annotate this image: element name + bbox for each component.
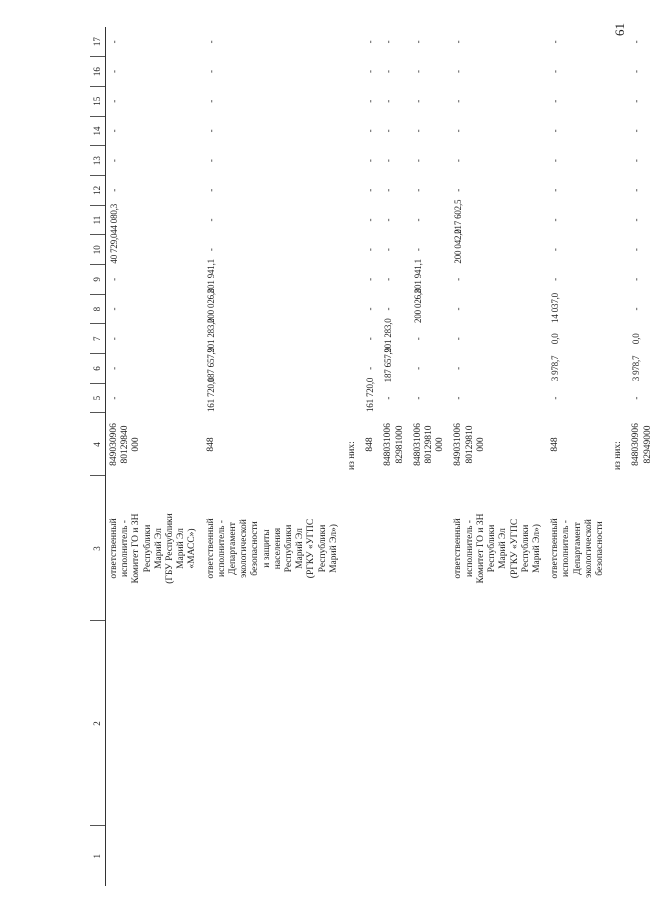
amount-cell	[610, 146, 628, 176]
budget-table	[90, 27, 658, 886]
cell-col-1	[547, 826, 610, 886]
amount-cell: -	[383, 70, 394, 73]
amount-cell	[344, 294, 362, 324]
amount-cell: -	[109, 70, 119, 73]
cell-col-1	[362, 826, 380, 886]
amount-cell: -	[550, 218, 561, 222]
amount-cell: -	[631, 396, 642, 400]
amount-cell: -	[109, 40, 119, 44]
amount-cell: -	[631, 218, 642, 222]
amount-cell: -	[205, 218, 216, 222]
amount-cell: -	[412, 188, 423, 192]
amount-cell: -	[383, 99, 394, 103]
amount-cell: -	[365, 159, 376, 163]
amount-cell	[610, 294, 628, 324]
amount-cell: 201 283,0	[383, 318, 394, 353]
amount-cell: 200 026,8	[412, 288, 423, 323]
amount-cell: -	[550, 278, 561, 281]
amount-cell: 0,0	[550, 333, 561, 345]
amount-cell: -	[365, 218, 376, 222]
amount-cell: -	[412, 99, 423, 103]
amount-cell: -	[365, 188, 376, 192]
amount-cell: -	[109, 99, 119, 103]
amount-cell: -	[631, 129, 642, 133]
amount-cell: -	[631, 70, 642, 73]
page-number: 61	[612, 23, 627, 36]
amount-cell: -	[453, 396, 464, 400]
amount-cell: -	[631, 248, 642, 252]
amount-cell: -	[453, 40, 464, 44]
amount-cell: -	[383, 218, 394, 222]
amount-cell: -	[453, 99, 464, 103]
amount-cell: -	[205, 70, 216, 73]
amount-cell: -	[365, 99, 376, 103]
amount-cell: 0,0	[631, 333, 642, 345]
amount-cell: 3 978,7	[631, 355, 642, 382]
amount-cell: -	[412, 218, 423, 222]
budget-code-cell: из них:	[347, 441, 358, 470]
amount-cell: -	[453, 129, 464, 133]
column-number-header: 3	[90, 476, 106, 621]
amount-cell	[610, 383, 628, 413]
amount-cell: -	[453, 188, 464, 192]
amount-cell: -	[109, 159, 119, 163]
amount-cell: -	[109, 278, 119, 281]
executor-cell: ответственный исполнитель - Департамент экологической безопасности и защиты населения Республики Марий Эл (РГКУ «УГПС Республики Марий Эл»)	[205, 518, 339, 579]
amount-cell: 187 657,9	[205, 348, 216, 383]
amount-cell: 161 720,0	[205, 377, 216, 412]
amount-cell: -	[550, 188, 561, 192]
budget-code-cell: 848	[550, 437, 561, 452]
amount-cell: -	[109, 129, 119, 133]
amount-cell: 200 042,0	[453, 229, 464, 264]
amount-cell	[344, 86, 362, 116]
amount-cell: -	[205, 40, 216, 44]
amount-cell	[344, 354, 362, 384]
table-row	[628, 27, 657, 886]
table-row	[380, 27, 409, 886]
amount-cell: -	[412, 248, 423, 252]
amount-cell: -	[109, 337, 119, 341]
column-number-header: 4	[90, 413, 106, 476]
cell-col-2	[628, 621, 657, 826]
amount-cell: -	[453, 70, 464, 73]
amount-cell	[610, 176, 628, 206]
cell-col-1	[450, 826, 547, 886]
amount-cell: -	[365, 40, 376, 44]
table-row	[610, 27, 628, 886]
amount-cell: 201 941,1	[205, 259, 216, 294]
amount-cell: -	[205, 99, 216, 103]
amount-cell	[610, 116, 628, 146]
amount-cell: 187 657,9	[383, 348, 394, 383]
cell-col-1	[610, 826, 628, 886]
column-number-header: 16	[90, 57, 106, 87]
amount-cell: -	[365, 278, 376, 281]
budget-code-cell: 848	[205, 437, 216, 452]
cell-col-1	[380, 826, 409, 886]
cell-col-2	[410, 621, 451, 826]
amount-cell	[344, 116, 362, 146]
amount-cell: 201 941,1	[412, 259, 423, 294]
amount-cell: -	[205, 248, 216, 252]
amount-cell: -	[383, 188, 394, 192]
table-row	[450, 27, 547, 886]
cell-col-1	[628, 826, 657, 886]
amount-cell	[344, 265, 362, 295]
amount-cell	[344, 383, 362, 413]
column-number-header: 10	[90, 235, 106, 265]
amount-cell: -	[383, 278, 394, 281]
amount-cell	[344, 27, 362, 57]
amount-cell	[344, 146, 362, 176]
budget-code-cell: 848030906 82949000	[631, 423, 653, 466]
amount-cell: -	[631, 307, 642, 311]
budget-code-cell: 848031006 82981000	[383, 423, 405, 466]
amount-cell: -	[550, 70, 561, 73]
amount-cell: -	[550, 248, 561, 252]
budget-code-cell: 848031006 80129810 000	[412, 423, 446, 466]
amount-cell	[344, 324, 362, 354]
amount-cell: -	[412, 129, 423, 133]
cell-col-2	[450, 621, 547, 826]
amount-cell	[610, 86, 628, 116]
amount-cell: -	[453, 159, 464, 163]
amount-cell: -	[109, 307, 119, 311]
cell-col-2	[344, 621, 362, 826]
amount-cell: 40 729,0	[109, 233, 119, 264]
amount-cell: -	[365, 307, 376, 311]
amount-cell: -	[412, 70, 423, 73]
amount-cell: 200 026,8	[205, 288, 216, 323]
executor-cell	[344, 476, 362, 621]
amount-cell: -	[383, 40, 394, 44]
amount-cell: -	[631, 99, 642, 103]
cell-col-1	[106, 826, 203, 886]
column-number-header: 2	[90, 621, 106, 826]
amount-cell: -	[383, 396, 394, 400]
amount-cell: -	[365, 248, 376, 252]
table-row	[547, 27, 610, 886]
amount-cell: -	[109, 188, 119, 192]
amount-cell	[610, 265, 628, 295]
cell-col-1	[344, 826, 362, 886]
executor-cell	[410, 476, 451, 621]
amount-cell	[344, 235, 362, 265]
landscape-page	[90, 36, 653, 886]
cell-col-2	[106, 621, 203, 826]
amount-cell: -	[412, 396, 423, 400]
amount-cell: -	[365, 367, 376, 370]
amount-cell: -	[453, 367, 464, 370]
amount-cell: -	[631, 159, 642, 163]
executor-cell: ответственный исполнитель - Комитет ГО и ЗН Республики Марий Эл (ГБУ Республики Марий Эл «МАСС»)	[109, 513, 198, 584]
column-number-header: 13	[90, 146, 106, 176]
column-number-header: 1	[90, 826, 106, 886]
cell-col-2	[380, 621, 409, 826]
amount-cell: -	[365, 337, 376, 341]
amount-cell: -	[109, 396, 119, 400]
executor-cell	[362, 476, 380, 621]
amount-cell: -	[631, 40, 642, 44]
cell-col-2	[547, 621, 610, 826]
column-number-header: 15	[90, 86, 106, 116]
amount-cell: -	[453, 278, 464, 281]
executor-cell	[628, 476, 657, 621]
amount-cell: -	[412, 40, 423, 44]
table-row	[203, 27, 344, 886]
table-row	[344, 27, 362, 886]
cell-col-2	[610, 621, 628, 826]
amount-cell: -	[550, 99, 561, 103]
amount-cell: -	[205, 129, 216, 133]
amount-cell: -	[550, 129, 561, 133]
amount-cell: -	[383, 307, 394, 311]
amount-cell: 161 720,0	[365, 377, 376, 412]
table-row	[106, 27, 203, 886]
amount-cell: -	[109, 367, 119, 370]
amount-cell: -	[383, 159, 394, 163]
amount-cell: -	[412, 367, 423, 370]
header-row	[90, 27, 106, 886]
amount-cell: -	[383, 248, 394, 252]
amount-cell: -	[365, 129, 376, 133]
amount-cell: -	[453, 337, 464, 341]
amount-cell	[610, 27, 628, 57]
column-number-header: 17	[90, 27, 106, 57]
amount-cell	[610, 57, 628, 87]
column-number-header: 5	[90, 383, 106, 413]
cell-col-1	[203, 826, 344, 886]
column-number-header: 12	[90, 176, 106, 206]
amount-cell	[610, 235, 628, 265]
executor-cell: ответственный исполнитель - Департамент экологической безопасности	[550, 518, 605, 579]
amount-cell: -	[550, 159, 561, 163]
amount-cell	[610, 324, 628, 354]
amount-cell: -	[205, 188, 216, 192]
amount-cell: 3 978,7	[550, 355, 561, 382]
amount-cell: -	[631, 278, 642, 281]
amount-cell: 14 037,0	[550, 293, 561, 323]
amount-cell	[344, 205, 362, 235]
amount-cell: -	[205, 159, 216, 163]
amount-cell	[610, 354, 628, 384]
table-body	[106, 27, 658, 886]
amount-cell: -	[383, 129, 394, 133]
column-number-header: 9	[90, 265, 106, 295]
executor-cell	[610, 476, 628, 621]
executor-cell	[380, 476, 409, 621]
table-row	[410, 27, 451, 886]
amount-cell: -	[412, 337, 423, 341]
budget-code-cell: 849031006 80129810 000	[453, 423, 486, 466]
cell-col-2	[362, 621, 380, 826]
column-number-header: 6	[90, 354, 106, 384]
amount-cell: 201 283,0	[205, 318, 216, 353]
amount-cell: -	[412, 159, 423, 163]
executor-cell: ответственный исполнитель - Комитет ГО и ЗН Республики Марий Эл (РГКУ «УГПС Республики Марий Эл»)	[453, 513, 542, 584]
cell-col-2	[203, 621, 344, 826]
column-number-header: 11	[90, 205, 106, 235]
budget-code-cell: 848	[365, 437, 376, 452]
amount-cell	[344, 57, 362, 87]
amount-cell	[344, 176, 362, 206]
amount-cell: -	[453, 307, 464, 311]
column-number-header: 7	[90, 324, 106, 354]
column-number-header: 8	[90, 294, 106, 324]
amount-cell	[610, 205, 628, 235]
budget-code-cell: 849030906 80129840 000	[109, 423, 142, 466]
budget-code-cell: из них:	[613, 441, 624, 470]
amount-cell: 217 602,5	[453, 199, 464, 234]
column-number-header: 14	[90, 116, 106, 146]
cell-col-1	[410, 826, 451, 886]
amount-cell: 44 080,3	[109, 203, 119, 234]
amount-cell: -	[631, 188, 642, 192]
amount-cell: -	[365, 70, 376, 73]
amount-cell: -	[550, 40, 561, 44]
table-row	[362, 27, 380, 886]
amount-cell: -	[550, 396, 561, 400]
